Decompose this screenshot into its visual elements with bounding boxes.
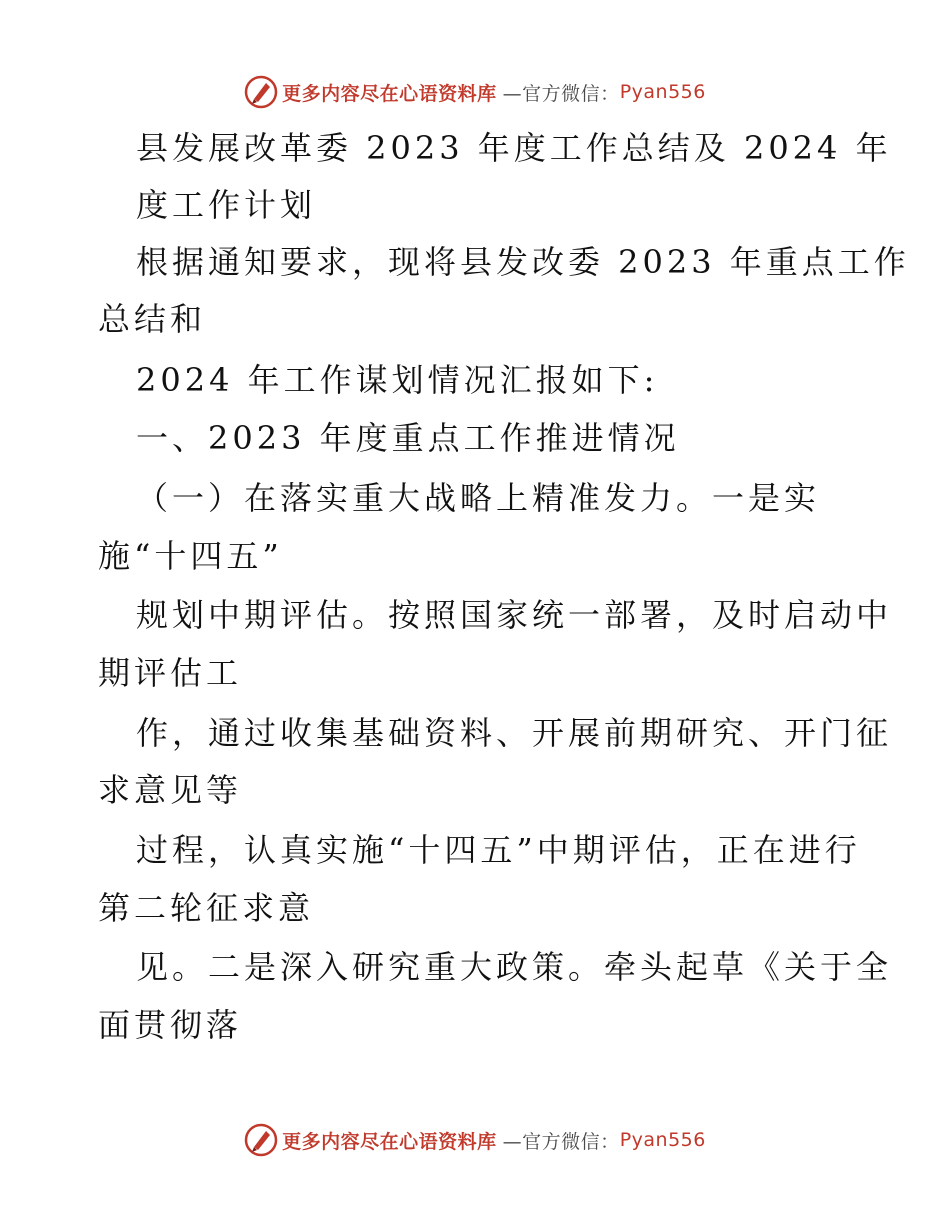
paragraph-line: 作，通过收集基础资料、开展前期研究、开门征 bbox=[136, 714, 893, 752]
header-banner bbox=[0, 72, 950, 112]
paragraph-line: 期评估工 bbox=[98, 654, 243, 692]
banner-site-text: 更多内容尽在心语资料库 bbox=[282, 1130, 497, 1153]
banner-wechat-id: Pyan556 bbox=[619, 1129, 706, 1151]
pen-nib-logo-icon bbox=[244, 75, 278, 109]
paragraph-line: 面贯彻落 bbox=[98, 1006, 243, 1044]
subsection-heading: （一）在落实重大战略上精准发力。一是实 bbox=[136, 479, 821, 517]
footer-banner bbox=[0, 1120, 950, 1160]
paragraph-line: 求意见等 bbox=[98, 771, 243, 809]
paragraph-line: 见。二是深入研究重大政策。牵头起草《关于全 bbox=[136, 948, 893, 986]
paragraph-line: 规划中期评估。按照国家统一部署，及时启动中 bbox=[136, 596, 893, 634]
banner-dash-label: —官方微信： bbox=[502, 1130, 620, 1153]
banner-wechat-id: Pyan556 bbox=[619, 81, 706, 103]
paragraph-line: 第二轮征求意 bbox=[98, 889, 315, 927]
paragraph-line: 根据通知要求，现将县发改委 2023 年重点工作 bbox=[136, 243, 910, 281]
banner-site-text: 更多内容尽在心语资料库 bbox=[282, 82, 497, 105]
document-title-line-1: 县发展改革委 2023 年度工作总结及 2024 年 bbox=[136, 129, 892, 167]
paragraph-line: 总结和 bbox=[98, 300, 207, 338]
paragraph-line: 施“十四五” bbox=[98, 537, 283, 575]
pen-nib-logo-icon bbox=[244, 1123, 278, 1157]
paragraph-line: 2024 年工作谋划情况汇报如下: bbox=[136, 361, 659, 399]
banner-dash-label: —官方微信： bbox=[502, 82, 620, 105]
paragraph-line: 过程，认真实施“十四五”中期评估，正在进行 bbox=[136, 831, 861, 869]
document-title-line-2: 度工作计划 bbox=[136, 186, 317, 224]
section-heading: 一、2023 年度重点工作推进情况 bbox=[136, 419, 680, 457]
